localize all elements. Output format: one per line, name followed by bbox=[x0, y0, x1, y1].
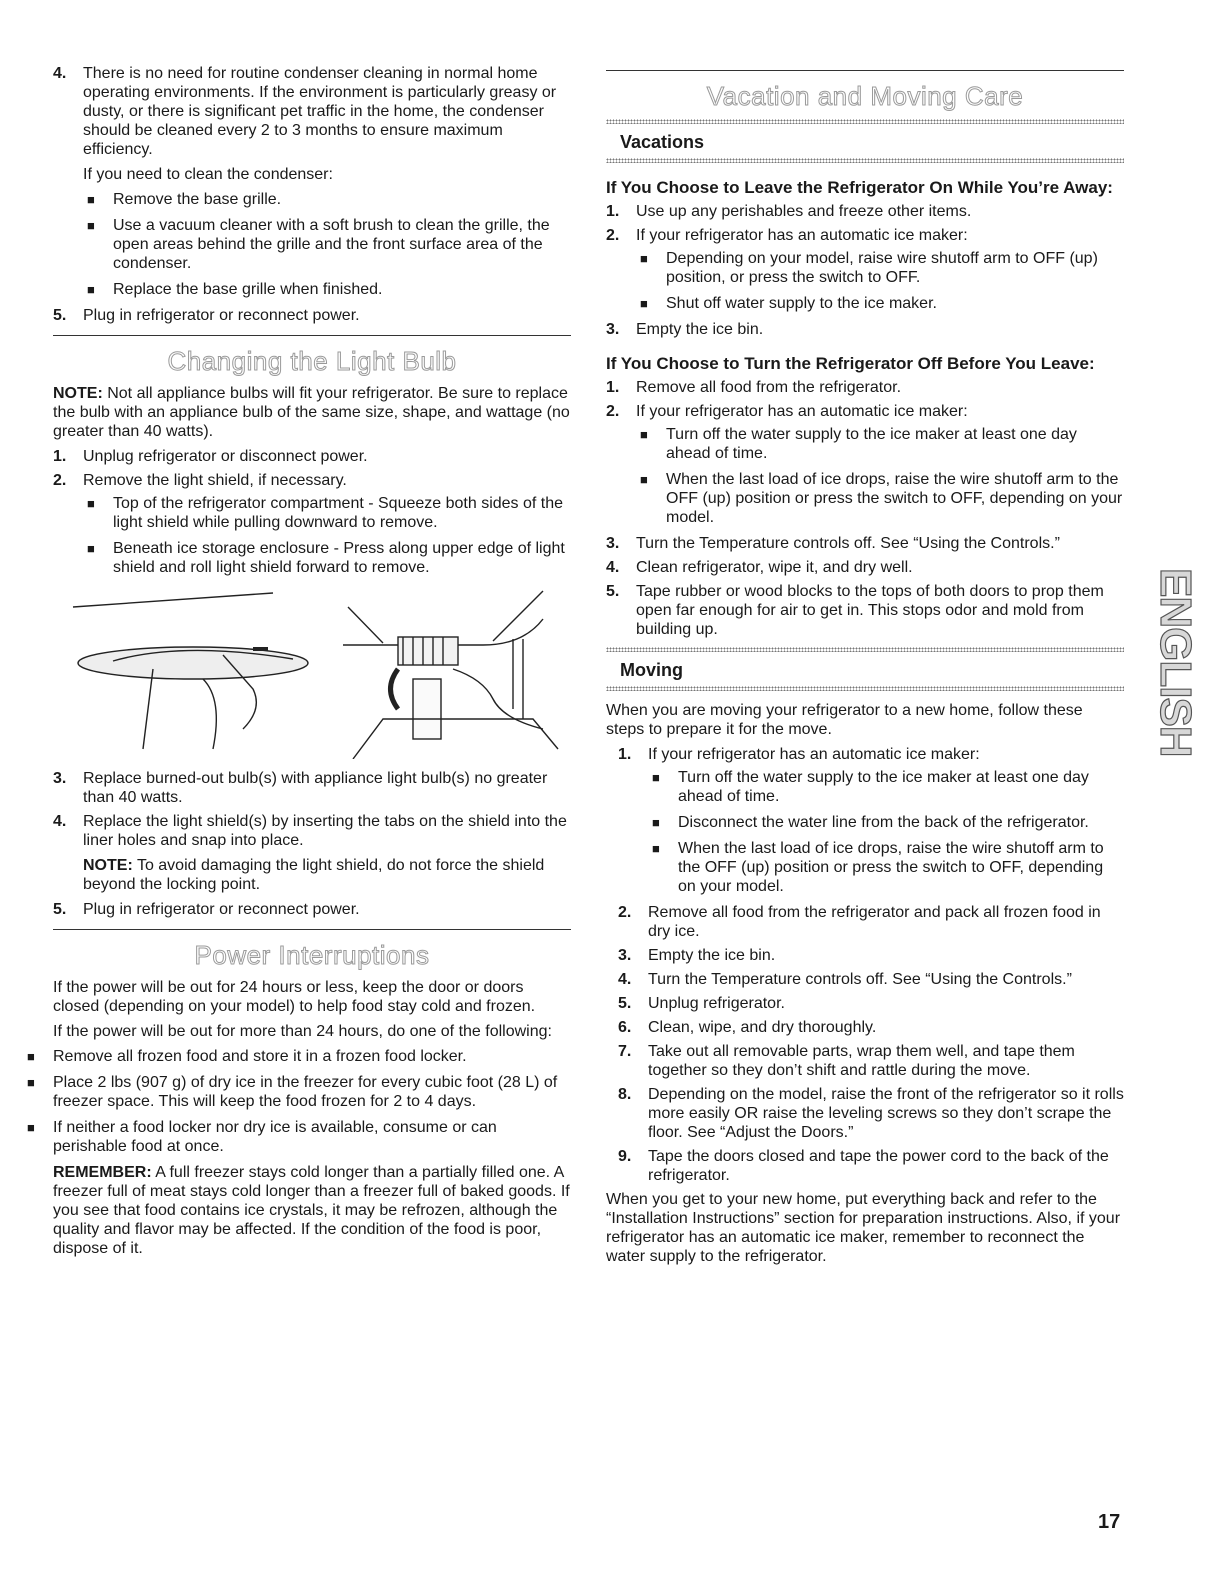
vacation-on-step-1: 1. Use up any perishables and freeze other items. bbox=[606, 203, 972, 220]
list-item: ■ Disconnect the water line from the back of the refrigerator. bbox=[652, 814, 1089, 831]
section-divider bbox=[53, 929, 571, 930]
bullet-icon: ■ bbox=[87, 496, 95, 511]
bulb-step-5: 5. Plug in refrigerator or reconnect power. bbox=[53, 901, 360, 918]
moving-step-7: 7. Take out all removable parts, wrap them well, and tape them together so they don’t shift and rattle during the move. bbox=[618, 1043, 1075, 1079]
vacation-on-step-3: 3. Empty the ice bin. bbox=[606, 321, 764, 338]
bullet-icon: ■ bbox=[640, 296, 648, 311]
moving-step-6: 6. Clean, wipe, and dry thoroughly. bbox=[618, 1019, 877, 1036]
section-divider bbox=[606, 70, 1124, 71]
moving-intro: When you are moving your refrigerator to a new home, follow these steps to prepare it for the move. bbox=[606, 702, 1083, 738]
section-divider bbox=[53, 335, 571, 336]
bulb-step-3: 3. Replace burned-out bulb(s) with appliance light bulb(s) no greater than 40 watts. bbox=[53, 770, 548, 806]
step-number: 4. bbox=[53, 65, 67, 82]
list-item: ■ Shut off water supply to the ice maker. bbox=[640, 295, 937, 312]
vacation-off-step-4: 4. Clean refrigerator, wipe it, and dry well. bbox=[606, 559, 913, 576]
list-item: ■ If neither a food locker nor dry ice is available, consume or can perishable food at once. bbox=[27, 1119, 497, 1155]
subsection-vacations: Vacations bbox=[620, 132, 705, 152]
moving-steps bbox=[606, 745, 1124, 1185]
bullet-icon: ■ bbox=[27, 1049, 35, 1064]
heading-turn-off: If You Choose to Turn the Refrigerator Off Before You Leave: bbox=[606, 354, 1095, 373]
bullet-icon: ■ bbox=[640, 251, 648, 266]
subsection-moving: Moving bbox=[620, 660, 683, 680]
list-item: ■ Use a vacuum cleaner with a soft brush to clean the grille, the open areas behind the grille and the front surface area of the condenser. bbox=[87, 217, 550, 272]
vacation-off-step-5: 5. Tape rubber or wood blocks to the tops of both doors to prop them open far enough for air to get in. This stops odor and mold from building up. bbox=[606, 583, 1104, 638]
section-title-vacation-moving: Vacation and Moving Care bbox=[706, 81, 1024, 111]
list-item: ■ Replace the base grille when finished. bbox=[87, 281, 383, 298]
section-title-power-interruptions: Power Interruptions bbox=[194, 940, 430, 970]
moving-step-5: 5. Unplug refrigerator. bbox=[618, 995, 785, 1012]
language-side-tab: ENGLISH bbox=[1151, 568, 1200, 757]
bullet-icon: ■ bbox=[640, 472, 648, 487]
moving-step-4: 4. Turn the Temperature controls off. See “Using the Controls.” bbox=[618, 971, 1072, 988]
moving-step-8: 8. Depending on the model, raise the front of the refrigerator so it rolls more easily OR raise the leveling screws so they don’t scrape the floor. See “Adjust the Doors.” bbox=[618, 1086, 1124, 1141]
bullet-icon: ■ bbox=[87, 282, 95, 297]
bullet-icon: ■ bbox=[640, 427, 648, 442]
list-item: ■ Turn off the water supply to the ice maker at least one day ahead of time. bbox=[640, 426, 1077, 462]
vacation-off-step-2: 2. If your refrigerator has an automatic ice maker: ■ Turn off the water supply to the ice maker at least one day ahead of time. ■ When the last load of ice drops, raise the wire shutoff arm to the OFF (up) position or press the switch to OFF, depending on your model. bbox=[606, 403, 1123, 526]
bullet-list bbox=[23, 1047, 571, 1156]
bullet-list bbox=[636, 425, 1124, 527]
bullet-icon: ■ bbox=[87, 192, 95, 207]
vacation-on-step-2: 2. If your refrigerator has an automatic ice maker: ■ Depending on your model, raise wire shutoff arm to OFF (up) position, or press the switch to OFF. ■ Shut off water supply to the ice maker. bbox=[606, 226, 1124, 313]
moving-step-2: 2. Remove all food from the refrigerator and pack all frozen food in dry ice. bbox=[618, 904, 1101, 940]
list-item: ■ Remove the base grille. bbox=[87, 191, 282, 208]
bullet-icon: ■ bbox=[87, 541, 95, 556]
moving-step-3: 3. Empty the ice bin. bbox=[618, 947, 776, 964]
power-paragraph-1: If the power will be out for 24 hours or less, keep the door or doors closed (depending on your model) to help food stay cold and frozen. bbox=[53, 979, 536, 1015]
moving-step-9: 9. Tape the doors closed and tape the power cord to the back of the refrigerator. bbox=[618, 1148, 1109, 1184]
bulb-note: NOTE: Not all appliance bulbs will fit your refrigerator. Be sure to replace the bulb with an appliance bulb of the same size, shape, and wattage (no greater than 40 watts). bbox=[53, 385, 570, 440]
bulb-step-1: 1. Unplug refrigerator or disconnect power. bbox=[53, 448, 368, 465]
list-item: ■ Depending on your model, raise wire shutoff arm to OFF (up) position, or press the switch to OFF. bbox=[640, 250, 1098, 286]
list-item: ■ Turn off the water supply to the ice maker at least one day ahead of time. bbox=[652, 769, 1089, 805]
power-paragraph-2: If the power will be out for more than 24 hours, do one of the following: bbox=[53, 1023, 552, 1040]
bullet-icon: ■ bbox=[27, 1075, 35, 1090]
bullet-icon: ■ bbox=[652, 770, 660, 785]
list-item: ■ Top of the refrigerator compartment - Squeeze both sides of the light shield while pulling downward to remove. bbox=[87, 495, 564, 531]
bulb-step-4: 4. Replace the light shield(s) by inserting the tabs on the shield into the liner holes and snap into place. NOTE: To avoid damaging the light shield, do not force the shield beyond the locking point. bbox=[53, 812, 571, 894]
condenser-step-5: 5. Plug in refrigerator or reconnect power. bbox=[53, 307, 360, 324]
right-column bbox=[606, 64, 1124, 1272]
step-text: There is no need for routine condenser cleaning in normal home operating environments. If the environment is particularly greasy or dusty, or there is significant pet traffic in the home, the condenser should be cleaned every 2 to 3 months to ensure maximum efficiency. bbox=[83, 65, 557, 158]
step-intro: If you need to clean the condenser: bbox=[83, 166, 333, 183]
list-item: ■ Beneath ice storage enclosure - Press along upper edge of light shield and roll light shield forward to remove. bbox=[87, 540, 565, 576]
remember-paragraph: REMEMBER: A full freezer stays cold longer than a partially filled one. A freezer full of meat stays cold longer than a freezer full of baked goods. If you see that food contains ice crystals, it may be refrozen, although the quality and flavor may be affected. If the condition of the food is poor, dispose of it. bbox=[53, 1164, 570, 1257]
dotted-rule bbox=[606, 686, 1124, 691]
bulb-step-4-note: NOTE: To avoid damaging the light shield, do not force the shield beyond the locking point. bbox=[83, 857, 545, 893]
bullet-icon: ■ bbox=[652, 815, 660, 830]
bullet-list bbox=[636, 249, 1124, 313]
page-number: 17 bbox=[1098, 1511, 1121, 1533]
bullet-icon: ■ bbox=[27, 1120, 35, 1135]
list-item: ■ When the last load of ice drops, raise the wire shutoff arm to the OFF (up) position or press the switch to OFF, depending on your model. bbox=[652, 840, 1104, 895]
dotted-rule bbox=[606, 158, 1124, 163]
list-item: ■ Remove all frozen food and store it in a frozen food locker. bbox=[27, 1048, 467, 1065]
section-title-light-bulb: Changing the Light Bulb bbox=[167, 346, 457, 376]
bullet-list bbox=[83, 190, 571, 299]
light-shield-illustration bbox=[53, 589, 571, 759]
list-item: ■ When the last load of ice drops, raise the wire shutoff arm to the OFF (up) position or press the switch to OFF, depending on your model. bbox=[640, 471, 1123, 526]
moving-step-1: 1. If your refrigerator has an automatic ice maker: ■ Turn off the water supply to the ice maker at least one day ahead of time. ■ Disconnect the water line from the back of the refrigerator. ■ When the last load of ice drops, raise the wire shutoff arm to the OFF (up) position or press the switch to OFF, depending on your model. bbox=[618, 745, 1124, 896]
vacation-off-step-3: 3. Turn the Temperature controls off. See “Using the Controls.” bbox=[606, 535, 1060, 552]
bullet-icon: ■ bbox=[87, 218, 95, 233]
bulb-step-2: 2. Remove the light shield, if necessary. ■ Top of the refrigerator compartment - Squeeze both sides of the light shield while pulling downward to remove. ■ Beneath ice storage enclosure - Press along upper edge of light shield and roll light shield forward to remove. bbox=[53, 471, 571, 577]
vacation-off-step-1: 1. Remove all food from the refrigerator. bbox=[606, 379, 902, 396]
bullet-list bbox=[648, 768, 1124, 896]
bullet-icon: ■ bbox=[652, 841, 660, 856]
heading-leave-on: If You Choose to Leave the Refrigerator On While You’re Away: bbox=[606, 178, 1113, 197]
light-shield-drawing bbox=[53, 589, 571, 759]
list-item: ■ Place 2 lbs (907 g) of dry ice in the freezer for every cubic foot (28 L) of freezer space. This will keep the food frozen for 2 to 4 days. bbox=[27, 1074, 558, 1110]
condenser-step-4 bbox=[53, 64, 571, 299]
moving-outro: When you get to your new home, put everything back and refer to the “Installation Instructions” section for preparation instructions. Also, if your refrigerator has an automatic ice maker, remember to reconnect the water supply to the refrigerator. bbox=[606, 1191, 1121, 1265]
bullet-list bbox=[83, 494, 571, 577]
left-column bbox=[27, 64, 571, 1264]
